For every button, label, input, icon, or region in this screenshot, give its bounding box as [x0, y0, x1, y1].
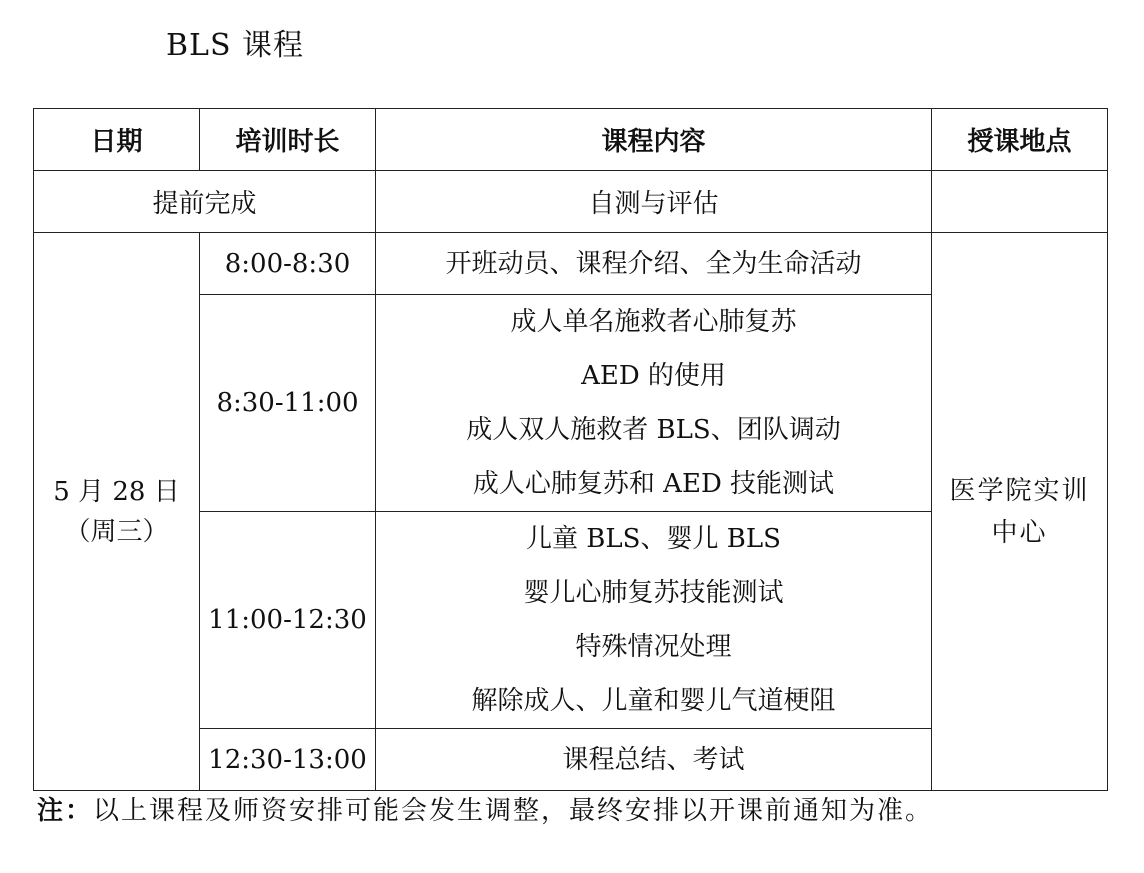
content-item: 解除成人、儿童和婴儿气道梗阻	[471, 686, 836, 716]
pre-location	[932, 171, 1108, 233]
location-line-2: 中心	[991, 517, 1048, 548]
header-duration: 培训时长	[200, 109, 376, 171]
location-cell	[932, 233, 1108, 791]
session-content	[376, 233, 932, 295]
session-time: 8:30-11:00	[200, 295, 376, 512]
table-row-pre	[34, 171, 1108, 233]
header-content: 课程内容	[376, 109, 932, 171]
session-content	[376, 729, 932, 791]
session-content	[376, 295, 932, 512]
content-item: 成人单名施救者心肺复苏	[510, 307, 797, 337]
content-item: 特殊情况处理	[575, 632, 732, 662]
weekday-text: （周三）	[64, 516, 169, 547]
footnote-text: 以上课程及师资安排可能会发生调整，最终安排以开课前通知为准。	[93, 796, 934, 826]
schedule-table	[33, 108, 1108, 791]
session-content	[376, 512, 932, 729]
session-time: 11:00-12:30	[200, 512, 376, 729]
content-item: 成人心肺复苏和 AED 技能测试	[472, 469, 835, 499]
table-header-row	[34, 109, 1108, 171]
footnote	[37, 790, 933, 832]
pre-content: 自测与评估	[376, 171, 932, 233]
header-location: 授课地点	[932, 109, 1108, 171]
header-date: 日期	[34, 109, 200, 171]
content-item: 成人双人施救者 BLS、团队调动	[466, 415, 841, 445]
content-item: 课程总结、考试	[562, 744, 745, 775]
content-item: 儿童 BLS、婴儿 BLS	[526, 524, 781, 554]
table-row	[34, 233, 1108, 295]
location-line-1: 医学院实训	[949, 475, 1090, 506]
session-time: 12:30-13:00	[200, 729, 376, 791]
date-text: 5 月 28 日	[53, 476, 180, 507]
content-item: 开班动员、课程介绍、全为生命活动	[445, 248, 862, 279]
footnote-label: 注：	[37, 796, 94, 826]
page-title: BLS 课程	[166, 28, 305, 63]
date-cell	[34, 233, 200, 791]
content-item: 婴儿心肺复苏技能测试	[523, 578, 784, 608]
pre-label: 提前完成	[34, 171, 376, 233]
session-time: 8:00-8:30	[200, 233, 376, 295]
content-item: AED 的使用	[581, 361, 726, 391]
